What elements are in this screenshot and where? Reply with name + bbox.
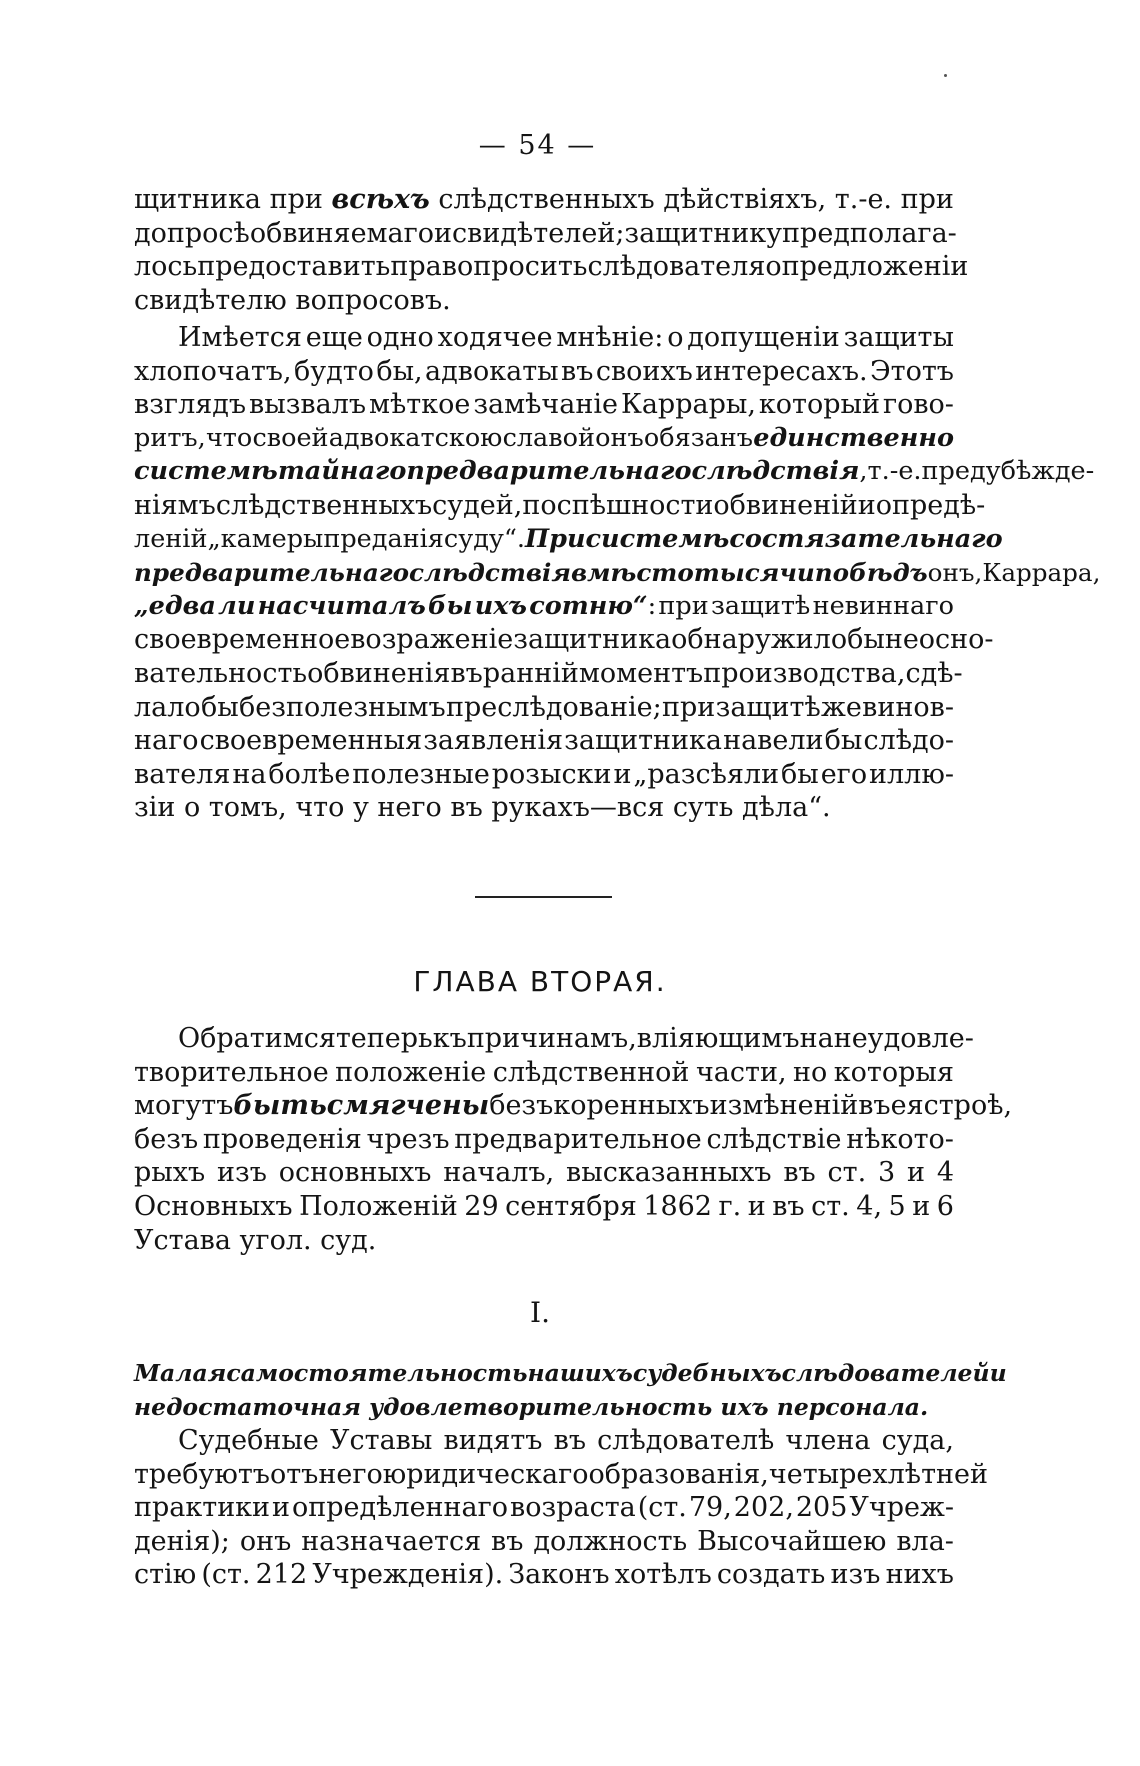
word: Уставы [330,1425,433,1456]
word: свидѣтелю вопросовъ. [134,284,451,316]
word: члена [785,1425,871,1456]
word: Высочайшею [697,1525,887,1557]
chapter-title: ГЛАВА ВТОРАЯ. [413,965,667,998]
word: при [658,590,709,621]
text-line [134,250,969,284]
word: возраста [510,1492,636,1524]
word: суду“. [443,523,526,554]
word: своевременныя [199,725,423,757]
word: измѣненій [709,1090,859,1122]
word: ніямъ [134,489,216,521]
word: преданія [323,523,444,554]
word: и [907,1157,925,1189]
word: же [821,691,862,723]
word: на [232,758,267,790]
word: предубѣжде- [921,456,1095,487]
word: безъ [134,1123,199,1155]
word: своихъ [595,355,693,387]
word: обвиняемаго [249,217,435,249]
word: которыя [833,1056,954,1088]
word: вателя [134,758,231,790]
scan-speck [944,74,947,77]
word: самостоятельность [226,1359,528,1387]
word: суда, [881,1425,954,1456]
word: всѣхъ [331,184,430,215]
word: защитнику [624,217,783,249]
word: производства, [703,657,906,689]
text-line [134,657,963,691]
word: къ [432,1023,467,1054]
text-line [134,217,957,251]
word: недостаточная удовлетворительность ихъ персонала. [134,1393,929,1421]
text-line [134,489,986,523]
section-number: I. [530,1296,550,1329]
word: обвиненія [307,657,451,689]
word: вызвалъ [249,389,367,421]
word: защитника [513,624,672,656]
word: бы, [376,355,423,387]
word: изъ [217,1157,267,1189]
paragraph-carrara-opinion [134,321,1101,825]
word: т.-е. [867,456,922,487]
word: Основныхъ [134,1190,293,1222]
word: т.-е. [834,184,893,215]
word: судебныхъ [632,1359,782,1387]
word: 4, [856,1190,883,1222]
word: допущеніи [687,322,840,353]
word: ли [218,590,256,621]
word: безполезнымъ [239,691,446,723]
word: 3 [878,1157,896,1189]
word: 1862 [643,1190,712,1222]
word: стію [134,1559,197,1591]
text-line [134,1224,954,1258]
word: началъ, [443,1157,555,1189]
word: навели [723,725,824,757]
word: 212 [255,1559,308,1591]
word: вательность [134,657,308,689]
text-line [134,1156,954,1190]
word: защитѣ [711,590,811,621]
word: слѣдователя [587,251,766,283]
word: онъ, [927,558,983,588]
word: него [318,1458,383,1490]
word: полезные [352,758,490,790]
word: мѣткое [369,389,471,421]
text-line [134,1123,954,1157]
word: ихъ [474,590,527,621]
word: (ст. [637,1492,687,1524]
word: въ [783,1157,816,1189]
text-line [134,1356,1007,1390]
word: защитника [564,725,722,757]
word: состязательнаго [729,523,1003,554]
word: Обратимся [178,1023,336,1054]
word: розыски [491,758,612,790]
text-line [134,590,954,624]
word: высказанныхъ [566,1157,772,1189]
word: причинамъ, [466,1023,637,1054]
word: и [747,1190,766,1222]
word: Каррары, [620,389,756,421]
word: „камеры [207,523,324,554]
word: 205 [795,1492,848,1524]
word: на [799,1023,834,1054]
word: право [390,251,474,283]
word: проведенія [202,1123,362,1155]
word: возраженіе [350,624,514,656]
word: отъ [269,1458,319,1490]
page-number: — 54 — [478,130,597,161]
text-line [134,791,954,825]
text-line [134,724,954,758]
text-line [134,1491,954,1525]
word: при [269,184,323,215]
word: Учреж- [849,1492,954,1524]
word: быть [233,1090,327,1122]
word: слѣдствіе [706,1123,842,1155]
word: предварительнаго [134,558,409,588]
word: основныхъ [278,1157,432,1189]
word: онъ [595,422,644,453]
word: предложеніи [781,251,969,283]
word: строѣ, [923,1090,1013,1122]
word: поспѣшности [522,489,714,521]
word: интересахъ. [695,355,868,387]
word: Каррара, [982,558,1101,588]
word: Малая [134,1359,227,1387]
word: 79, [688,1492,732,1524]
word: допросѣ [134,217,250,249]
text-line [134,422,954,456]
word: практики [134,1492,271,1524]
word: и [434,217,453,249]
paragraph-defender-rights [134,183,969,317]
word: своей [252,422,329,453]
word: г. [718,1190,742,1222]
word: „разсѣяли [633,758,780,790]
word: сотню“: [529,590,657,621]
paragraph-judicial-statutes [134,1424,988,1592]
word: изъ [830,1559,881,1591]
word: нашихъ [527,1359,633,1387]
word: мнѣніе: [556,322,664,353]
word: хлопочатъ, [134,355,292,387]
word: При [525,523,586,554]
word: безъ [489,1090,554,1122]
word: и [857,489,876,521]
text-line [134,1558,954,1592]
word: Положеній [299,1190,458,1222]
word: бы [824,725,863,757]
word: онъ [239,1525,292,1557]
word: хотѣлъ [614,1559,712,1591]
word: творительное [134,1056,329,1088]
word: слѣдствія, [691,456,868,487]
word: бы [847,624,885,656]
word: вліяющимъ [636,1023,800,1054]
word: тысячи [693,558,815,588]
word: обнаружило [671,624,848,656]
text-line [134,183,954,217]
word: системѣ [585,523,730,554]
word: адвокатскою [328,422,503,453]
text-line [134,523,1003,557]
word: будто [293,355,374,387]
word: гово- [882,389,954,421]
word: требуютъ [134,1458,270,1490]
word: и [912,1190,931,1222]
word: обязанъ [643,422,754,453]
word: предварительнаго [406,456,692,487]
word: чрезъ [366,1123,450,1155]
text-line [134,623,994,657]
word: предоставить [197,251,391,283]
text-line [134,321,954,355]
word: насчиталъ [257,590,426,621]
text-line [134,388,954,422]
word: винов- [862,691,954,723]
word: коренныхъ [553,1090,710,1122]
word: щитника [134,184,261,215]
text-line [134,1458,988,1492]
section-subheading [134,1356,1007,1424]
word: „едва [134,590,216,621]
text-line [134,1190,954,1224]
word: ст. [827,1157,867,1189]
text-line [134,355,954,389]
word: денія); [134,1525,230,1557]
word: теперь [335,1023,433,1054]
word: въ [491,1525,524,1557]
word: слѣдо- [863,725,954,757]
word: иллю- [869,758,954,790]
word: нѣкото- [846,1123,954,1155]
word: который [758,389,880,421]
word: взглядъ [134,389,247,421]
word: слѣдственныхъ [438,184,655,215]
word: ст. [811,1190,850,1222]
word: 5 [888,1190,906,1222]
word: системѣ [134,456,278,487]
word: въ [858,1090,891,1122]
word: 6 [936,1190,954,1222]
word: видятъ [443,1425,543,1456]
word: положеніе [335,1056,487,1088]
word: славой [502,422,595,453]
word: и [272,1492,291,1524]
word: но [793,1056,828,1088]
word: леній [134,523,208,554]
text-line [134,758,954,792]
paragraph-chapter-intro [134,1022,1013,1257]
word: Этотъ [870,355,954,387]
text-line [134,691,954,725]
word: преслѣдованіе; [446,691,662,723]
word: ея [890,1090,924,1122]
text-line [134,1424,954,1458]
word: болѣе [268,758,351,790]
word: Устава угол. суд. [134,1224,377,1256]
word: въ [450,657,483,689]
word: слѣдствія [409,558,571,588]
word: слѣдователей [781,1359,990,1387]
word: что [205,422,253,453]
word: неосно- [884,624,994,656]
word: бы [428,590,473,621]
word: въ [561,355,594,387]
word: единственно [753,422,954,453]
word: побѣдъ [814,558,928,588]
word: (ст. [201,1559,251,1591]
word: защитѣ [715,691,821,723]
word: о [765,251,782,283]
word: лось [134,251,198,283]
word: при [662,691,716,723]
word: юридическаго [382,1458,589,1490]
word: дѣйствіяхъ, [663,184,827,215]
word: опредѣленнаго [292,1492,509,1524]
word: неудовле- [833,1023,974,1054]
text-line [134,556,1101,590]
word: ранній [482,657,579,689]
word: моментъ [578,657,704,689]
word: о [667,322,684,353]
word: ритъ, [134,422,206,453]
word: назначается [301,1525,482,1557]
word: адвокаты [425,355,559,387]
word: лало [134,691,201,723]
word: при [900,184,954,215]
word: сдѣ- [905,657,963,689]
word: его [820,758,868,790]
word: части, [695,1056,787,1088]
word: обвиненій [713,489,858,521]
word: Законъ [508,1559,610,1591]
word: сентября [505,1190,637,1222]
text-line [134,1390,954,1424]
word: Учрежденія). [312,1559,504,1591]
word: ходячее [437,322,553,353]
text-line [134,1089,1013,1123]
word: заявленія [423,725,564,757]
word: замѣчаніе [473,389,618,421]
word: предварительное [454,1123,702,1155]
word: тайнаго [277,456,407,487]
word: бы [200,691,239,723]
word: бы [781,758,819,790]
word: вмѣсто [570,558,694,588]
section-separator-rule [475,896,612,898]
word: слѣдственныхъ [215,489,433,521]
word: образованія, [588,1458,769,1490]
word: судей, [432,489,523,521]
word: слѣдователѣ [597,1425,775,1456]
text-line [134,284,954,318]
word: просить [473,251,588,283]
word: 29 [464,1190,499,1222]
word: и [989,1359,1007,1387]
word: нихъ [885,1559,954,1591]
word: своевременное [134,624,351,656]
word: могутъ [134,1090,234,1122]
word: Судебные [178,1425,319,1456]
text-line [134,1056,954,1090]
word: 202, [733,1492,794,1524]
word: слѣдственной [492,1056,690,1088]
word: въ [553,1425,587,1456]
word: защиты [843,322,954,353]
word: 4 [936,1157,954,1189]
text-line [134,1525,954,1559]
word: свидѣтелей; [452,217,625,249]
word: рыхъ [134,1157,206,1189]
word: Имѣется [178,322,302,353]
word: вла- [896,1525,954,1557]
word: невиннаго [812,590,954,621]
word: должность [533,1525,688,1557]
word: четырехлѣтней [768,1458,988,1490]
word: и [613,758,632,790]
text-line [134,455,1095,489]
word: опредѣ- [875,489,986,521]
word: еще [305,322,363,353]
text-line [134,1022,974,1056]
word: наго [134,725,199,757]
word: предполага- [782,217,957,249]
word: въ [772,1190,805,1222]
word: создать [716,1559,826,1591]
word: зіи о томъ, что у него въ рукахъ—вся суть дѣла“. [134,792,831,824]
word: одно [366,322,434,353]
word: смягчены [326,1090,490,1122]
